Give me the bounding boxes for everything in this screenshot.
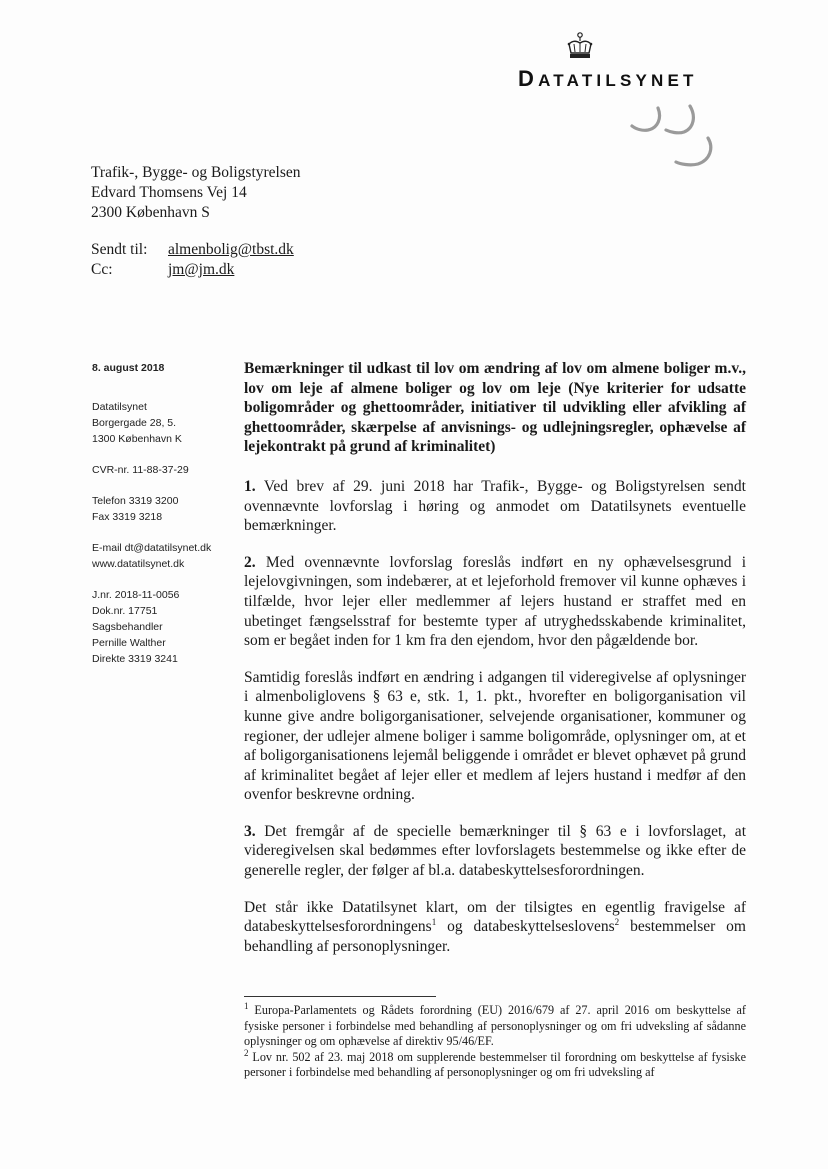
footnote-1-number: 1	[244, 1000, 249, 1011]
sender-street: Borgergade 28, 5.	[92, 417, 177, 429]
footnote-divider	[244, 996, 436, 997]
recipient-city: 2300 København S	[91, 204, 210, 221]
footnote-ref-2[interactable]: 2	[614, 917, 620, 928]
routing-block	[91, 240, 294, 280]
letter-heading: Bemærkninger til udkast til lov om ændring af lov om almene boliger m.v., lov om leje af almene boliger og lov om leje (Nye kriterier for udsatte boligområder og ghettoområder, initiativer til udvikling eller afvikling af ghettoområder, skærpelse af anvisnings- og udlejningsregler, ophævelse af lejekontrakt på grund af kriminalitet)	[244, 360, 746, 456]
cc-label: Cc:	[91, 261, 113, 278]
sender-email: E-mail dt@datatilsynet.dk	[92, 542, 212, 554]
paragraph-4-text: Det fremgår af de specielle bemærkninger til § 63 e i lovforslaget, at videregivelsen skal bedømmes efter lovforslagets bestemmelse og ikke efter de generelle regler, der følger af bl.a. databeskyttelsesforordningen.	[244, 822, 746, 880]
phone-number: Telefon 3319 3200	[92, 495, 179, 507]
document-number: Dok.nr. 17751	[92, 605, 158, 617]
crown-logo-icon	[566, 32, 594, 62]
sent-to-label: Sendt til:	[91, 241, 148, 258]
paragraph-3: Samtidig foreslås indført en ændring i adgangen til videregivelse af oplysninger i almenboliglovens § 63 e, stk. 1, 1. pkt., hvorefter en boligorganisation vil kunne give andre boligorganisationer, selvejende organisationer, kommuner og regioner, der udlejer almene boliger i samme boligområde, oplysninger om, at et af boligorganisationens lejemål beliggende i området er blevet ophævet på grund af kriminalitet begået af lejer eller et medlem af lejers hustand i medfør af den ovenfor beskrevne ordning.	[244, 668, 746, 804]
paragraph-1-text: Ved brev af 29. juni 2018 har Trafik-, Bygge- og Boligstyrelsen sendt ovennævnte lovforslag i høring og anmodet om Datatilsynets eventuelle bemærkninger.	[244, 477, 746, 535]
paragraph-5	[244, 898, 746, 957]
paragraph-5-text-a: Det står ikke Datatilsynet klart, om der tilsigtes en egentlig fravigelse af databeskyttelsesforordningens	[244, 898, 746, 936]
paragraph-2-text: Med ovennævnte lovforslag foreslås indført en ny ophævelsesgrund i lejelovgivningen, som indebærer, at et lejeforhold fremover vil kunne ophæves i tilfælde, hvor lejer eller medlemmer af lejers hustand er straffet med en ubetinget fængselsstraf for bestemte typer af utryghedsskabende kriminalitet, som er begået inden for 1 km fra den ejendom, hvor den pågældende bor.	[244, 553, 747, 650]
sent-to-email-link[interactable]: almenbolig@tbst.dk	[168, 241, 294, 258]
brand-initial: D	[518, 66, 539, 91]
footnote-ref-1[interactable]: 1	[431, 917, 437, 928]
paragraph-4	[244, 822, 746, 881]
recipient-name: Trafik-, Bygge- og Boligstyrelsen	[91, 164, 301, 181]
paragraph-5-text-b: og databeskyttelseslovens	[436, 918, 615, 936]
sender-website: www.datatilsynet.dk	[92, 558, 185, 570]
paragraph-1	[244, 477, 746, 536]
journal-number: J.nr. 2018-11-0056	[92, 589, 180, 601]
paragraph-2	[244, 553, 746, 651]
section-number-2: 2.	[244, 553, 256, 571]
cc-email-link[interactable]: jm@jm.dk	[168, 261, 235, 278]
cvr-number: CVR-nr. 11-88-37-29	[92, 464, 189, 476]
fax-number: Fax 3319 3218	[92, 511, 163, 523]
section-number-3: 3.	[244, 822, 256, 840]
paragraph-5-text-c: bestemmelser om behandling af personoplysninger.	[244, 918, 746, 955]
recipient-street: Edvard Thomsens Vej 14	[91, 184, 247, 201]
footnote-1-text: Europa-Parlamentets og Rådets forordning (EU) 2016/679 af 27. april 2016 om beskyttelse af fysiske personer i forbindelse med behandling af personoplysninger og om fri udveksling af sådanne oplysninger og om ophævelse af direktiv 95/46/EF.	[244, 1003, 746, 1049]
section-number-1: 1.	[244, 477, 256, 495]
direct-phone: Direkte 3319 3241	[92, 653, 178, 665]
case-handler-name: Pernille Walther	[92, 637, 166, 649]
letter-body	[244, 359, 746, 973]
handwritten-signature	[612, 100, 724, 180]
brand-wordmark	[518, 66, 698, 92]
recipient-address	[91, 163, 301, 223]
footnote-2	[244, 1047, 746, 1081]
case-handler-label: Sagsbehandler	[92, 621, 163, 633]
footnote-1	[244, 1000, 746, 1050]
footnote-2-text: Lov nr. 502 af 23. maj 2018 om supplerende bestemmelser til forordning om beskyttelse af fysiske personer i forbindelse med behandling af personoplysninger og om fri udveksling af	[244, 1049, 746, 1080]
letter-date: 8. august 2018	[92, 362, 165, 374]
sender-city: 1300 København K	[92, 433, 182, 445]
footnotes	[244, 1000, 746, 1081]
footnote-2-number: 2	[244, 1047, 249, 1058]
sender-info-sidebar	[92, 360, 211, 667]
sender-org: Datatilsynet	[92, 401, 147, 413]
brand-rest: ATATILSYNET	[538, 71, 698, 90]
